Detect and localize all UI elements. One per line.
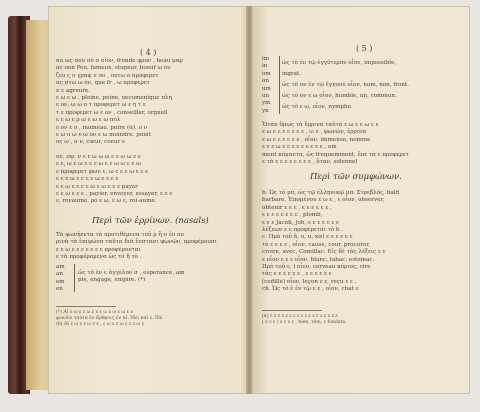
vowel-letter: om	[262, 70, 271, 77]
text-line: ε ε ω ε ε ε , payier, envoyer, essayer, ε ε ε	[56, 191, 173, 198]
text-line: croire, avec, Comillac. Εἰς δὲ τὰς λέξεις ε ε	[262, 249, 386, 256]
text-line: λέξεων ε ε προφέρεται τὸ b .	[262, 227, 344, 234]
text-line: ε, royaume, ρο ε ω, ε ω ε, roi-aume.	[56, 198, 157, 205]
page-number: ( 5 )	[356, 44, 373, 53]
footnote-line: (α) ε ε ε ε ε ε ε ε ε ε ε ε ε ε ε ε ε ε	[262, 314, 338, 319]
nasal-letter: en	[56, 286, 63, 293]
right-body-consonants	[262, 190, 399, 294]
nasal-letter-group	[56, 264, 65, 294]
vowel-letter: ym	[262, 100, 271, 107]
vowel-letter: in	[262, 63, 268, 70]
left-body-top	[56, 58, 183, 147]
footnote-line: (b) Αἱ ε ω ε ε ω ε ε , ε ω ε ε ω ε ε ε ω ε	[56, 322, 145, 328]
text-line: ε τὰ ε ε ε ε ε ε ε ε , ὄταν, solennel	[262, 159, 358, 166]
text-line: b. Ὡς τὸ μπ, ὡς τῷ ἑλληνικῷ μπ. Στρεβλός, bald	[262, 190, 400, 196]
text-line: c. Πρὸ τοῦ ἄ, ο, u, καὶ ε ε ε ε ε ε	[262, 234, 353, 241]
text-line: ε ον, ω ω ο τ προφερετ ω ε η τ ε	[56, 102, 146, 109]
vowel-letter: un	[262, 93, 270, 100]
right-body	[262, 122, 409, 166]
text-line: ε προφερετ φων ε, ω ε ε ε ω ε ε ε	[56, 168, 148, 175]
text-line: ας στω ω ον, que fr , ω προφερετ	[56, 80, 150, 87]
text-line: ε ω ο ω ε ω ον ε ω moindre. point	[56, 132, 151, 139]
brace	[276, 56, 280, 114]
text-line: ζευ ς ν γραφ ν ου , ουτω ο προφερετ	[56, 72, 159, 79]
vowel-examples	[282, 58, 409, 113]
text-line: ος ω , ο ν, cœur, coeur ε	[56, 139, 125, 146]
text-line: ν ε agreure.	[56, 87, 91, 94]
text-line: nu ως σου ού σ οίον, fronde φρον , beau μαρ	[56, 58, 183, 64]
text-line: ch. Ὡς τὸ ἐ ἐν τῷ ε ε , οἷον, chat ε	[262, 286, 359, 293]
text-line: ε τὰ προφέρομενα ὡς τὸ ἢ τὸ .	[56, 254, 142, 261]
nasal-letter: em	[56, 278, 65, 285]
footnote-line: (*) Αἱ ε ω ε ε ω ε ε ε ω ε ω ε ω ε ε	[56, 310, 133, 315]
vowel-letter-group	[262, 56, 271, 115]
text-line: obtenir ε ε ε , ε ε ε ε ε ε .	[262, 204, 332, 211]
text-line: ε ω ε ω , pleine, peine, oecumenique πλη	[56, 95, 172, 102]
text-line: ὡς τὸ ον ε ω οἷον, humble, un, commun.	[282, 93, 397, 99]
text-line: ε ε ω ε ε ε ε ω ε ω ε ε ε payer	[56, 183, 138, 190]
text-line: ε ε ω ε ε ε ε ε ε ε προφέρονται	[56, 246, 141, 253]
text-line: ε ον ε ο , moineau, poire (α), ο ν	[56, 124, 148, 131]
text-line: ε ε ω ε ρ ω ε ω ε ω πολ	[56, 117, 121, 124]
text-line: ρινὰ τὰ ἐπιφώνα ταῦτα διὰ ἔνστασι φωνῶν, προφέρουσι	[56, 239, 217, 246]
text-line: ε ε ε ε ε ε ε ε , plomb,	[262, 212, 323, 219]
text-line: ε ω ε ε ε ε ε ε , οἷον, immense, nomme	[262, 136, 371, 143]
nasal-letter: am	[56, 264, 65, 270]
text-line: ὡς τὸ ἐν τῷ ἐγγύτερον οἷον, impossible,	[282, 60, 397, 66]
vowel-letter: yn	[262, 107, 269, 114]
footnote-rule	[262, 310, 322, 311]
right-page	[252, 6, 470, 394]
text-line: Τὰ φωνήεντα τὰ προτιθέμενα τοῦ μ ἢ ν ἐν ου	[56, 232, 184, 238]
text-line: ε ω ε ε ε ε ε ε ε , ω ε , φωνῶν, ἐρρινα	[262, 129, 367, 136]
section-heading-nasals: Περὶ τῶν ἐρρίνων. (nasals)	[92, 216, 209, 226]
text-line: ε ε ε ω ε ε ε ε ε ε ε ε ε , em	[262, 144, 337, 151]
left-body-mid	[56, 154, 172, 206]
section-heading-consonants: Περὶ τῶν συμφώνων.	[310, 172, 402, 182]
right-footnotes	[262, 314, 347, 326]
text-line: ε ε ε Jacob, Job, ε ε ε ε ε ε ε	[262, 219, 339, 226]
text-line: ingrat.	[282, 71, 302, 77]
text-line: Πρὸ τοῦ ε, i οἷον, cerveau κύριος, cire	[262, 264, 371, 271]
page-number: ( 4 )	[140, 48, 157, 57]
left-body-nasal	[56, 232, 217, 262]
text-line: ε οἷον ε ε ε οἷον, blanc, tabac, estomac.	[262, 256, 375, 263]
nasal-examples	[78, 270, 185, 285]
left-footnotes	[56, 310, 164, 329]
text-line: τὸ ε ε ε ε , οἷον, cause, cour, procurer,	[262, 241, 371, 248]
vowel-letter: on	[262, 78, 269, 85]
text-line: ον, οψ. ν ε ε ω ω ω ε ε ω ω ε ε	[56, 154, 141, 160]
left-page	[48, 6, 250, 394]
text-line: ὡς τὸ ἐν ε ἀγγελον σ , esperance, am	[78, 270, 185, 276]
text-line: ple, engage, empire. (*)	[78, 277, 146, 284]
footnote-line: ( ε ε ε ) ε ε ε ε , bien, rien, ε fondate.	[262, 320, 347, 326]
text-line: ὡς τὸ ε ω, οἷον, nymphe.	[282, 104, 353, 110]
text-line: ε ε, ω ε ω ε ε ε ω ε ε ω ω ε ε ω	[56, 161, 141, 168]
footnote-rule	[56, 306, 116, 307]
vowel-letter: um	[262, 85, 271, 92]
text-line: ε ε ε ω ε ε ε ε ω ε ε ε ε	[56, 176, 119, 183]
text-line: ment κόμαντα, ὡς frequemment, ἔπε τὰ ε προφερετ	[262, 151, 409, 158]
text-line: barbare. Ἐπομένου ε ω ε , ε οἷον, observer,	[262, 197, 385, 204]
text-line: σε oon Peu, fameux, stupeur, boeuf ω ου	[56, 65, 171, 72]
nasal-letter: an	[56, 271, 63, 278]
text-line: ὡς τὸ ον ἐν τῷ ἔγγονο οἷον, nom, non, front.	[282, 82, 410, 88]
text-line: τ ε προφερετ ω ε ον , conseiller, orgueil	[56, 109, 168, 116]
brace	[70, 264, 75, 292]
footnote-line: φωνῶν ταῦτα ἐν ἄρθροις ἐν αἱ. ἴδει καὶ ε. ἴδε.	[56, 316, 164, 322]
text-line: τὰς ε ε ε ε ε ε , ε ε ε ε ε ε	[262, 271, 332, 278]
vowel-letter: im	[262, 56, 270, 62]
text-line: Ὅταν ὅμως τὰ ἔρρινα ταῦτα ε ω ε ε ω ε ε	[262, 122, 379, 128]
text-line: (cedille) οἷον, leçon ε ε, reçu ε ε .	[262, 278, 357, 285]
